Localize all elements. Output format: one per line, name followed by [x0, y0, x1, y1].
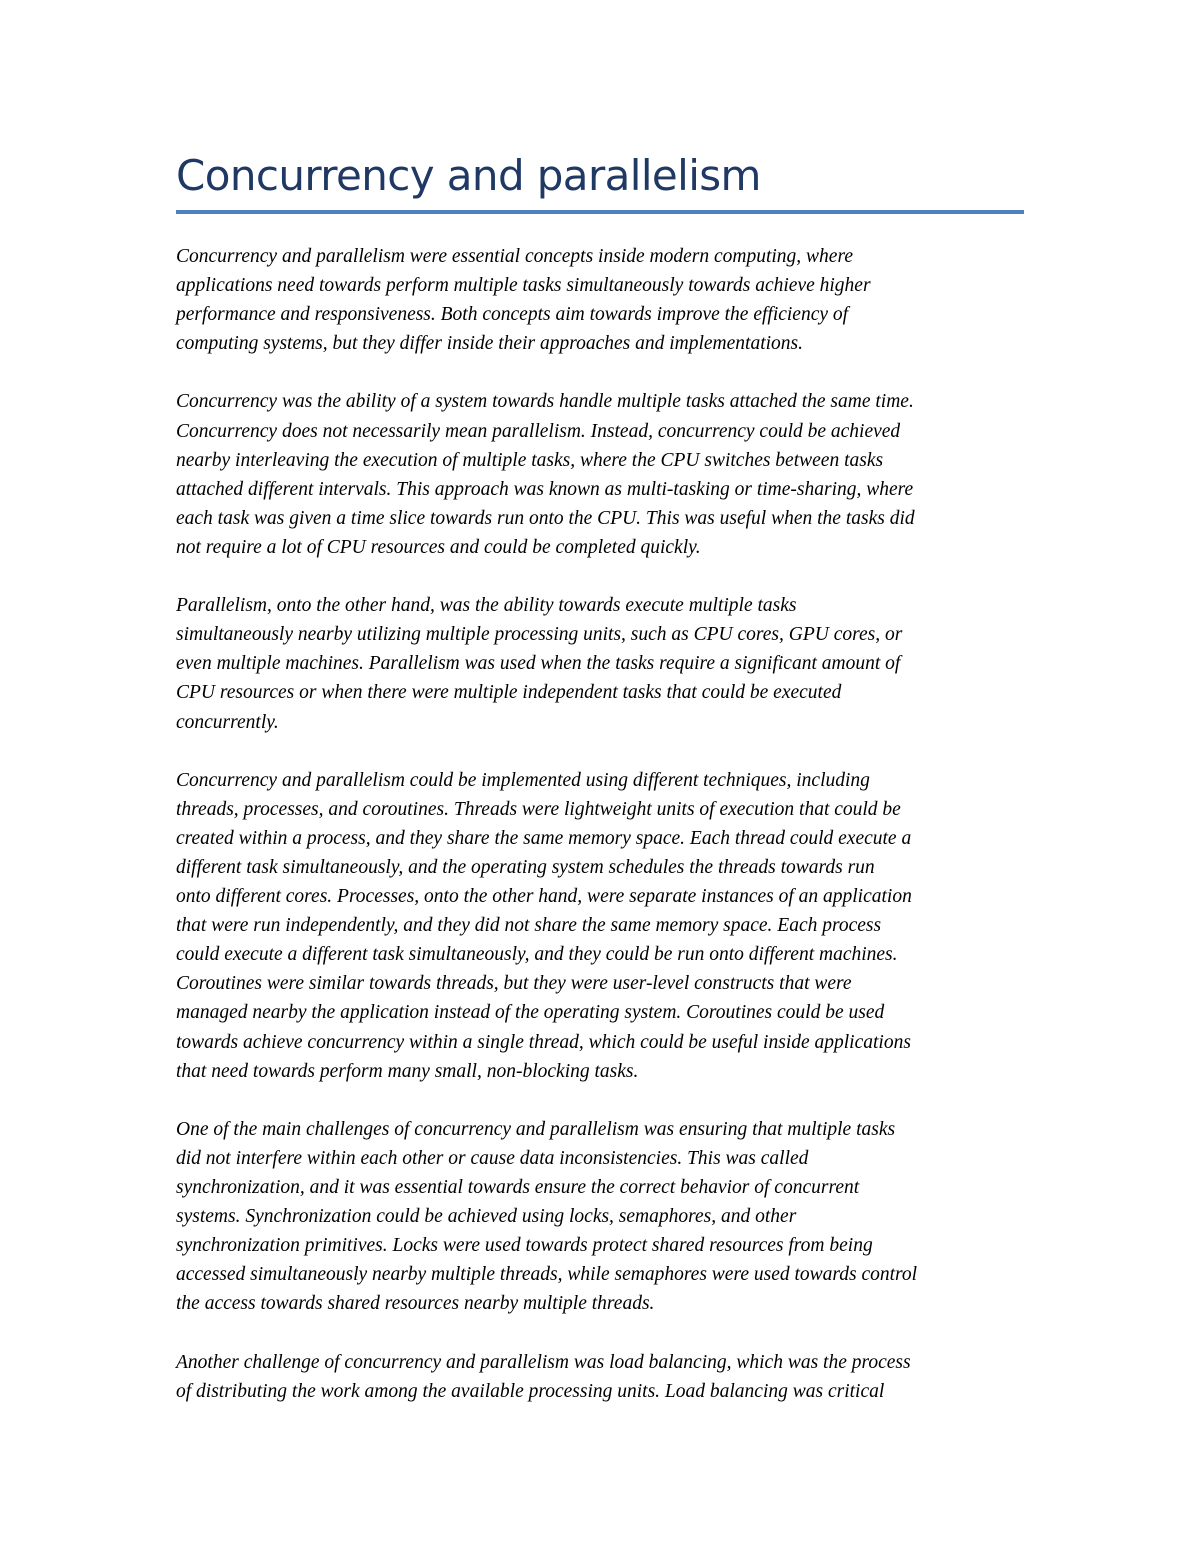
paragraph-line: even multiple machines. Parallelism was used when the tasks require a significant amount of — [176, 653, 901, 675]
paragraph-line: that need towards perform many small, non-blocking tasks. — [176, 1060, 639, 1082]
paragraph-line: computing systems, but they differ inside their approaches and implementations. — [176, 333, 803, 355]
paragraph-line: that were run independently, and they did not share the same memory space. Each process — [176, 915, 882, 937]
paragraph-line: Concurrency and parallelism were essential concepts inside modern computing, where — [176, 246, 853, 267]
document-body — [176, 242, 1024, 1435]
paragraph-line: created within a process, and they share the same memory space. Each thread could execute a — [176, 827, 912, 849]
paragraph-line: One of the main challenges of concurrency and parallelism was ensuring that multiple tasks — [176, 1118, 896, 1140]
paragraph — [176, 1348, 1024, 1406]
paragraph-line: synchronization primitives. Locks were used towards protect shared resources from being — [176, 1235, 873, 1257]
paragraph-line: each task was given a time slice towards run onto the CPU. This was useful when the tasks did — [176, 507, 915, 529]
paragraph-line: towards achieve concurrency within a single thread, which could be useful inside applications — [176, 1031, 911, 1053]
paragraph-line: CPU resources or when there were multiple independent tasks that could be executed — [176, 682, 842, 704]
paragraph — [176, 1115, 1024, 1319]
paragraph-line: different task simultaneously, and the operating system schedules the threads towards run — [176, 856, 875, 878]
paragraph-line: applications need towards perform multiple tasks simultaneously towards achieve higher — [176, 275, 871, 297]
paragraph-line: attached different intervals. This approach was known as multi-tasking or time-sharing, where — [176, 478, 914, 500]
paragraph — [176, 591, 1024, 736]
paragraph — [176, 766, 1024, 1086]
paragraph-line: did not interfere within each other or cause data inconsistencies. This was called — [176, 1147, 809, 1169]
paragraph-line: nearby interleaving the execution of multiple tasks, where the CPU switches between tasks — [176, 449, 884, 471]
paragraph-line: Concurrency and parallelism could be implemented using different techniques, including — [176, 769, 870, 791]
paragraph-line: managed nearby the application instead of the operating system. Coroutines could be used — [176, 1002, 885, 1024]
paragraph-line: Parallelism, onto the other hand, was the ability towards execute multiple tasks — [176, 595, 797, 617]
paragraph-line: Coroutines were similar towards threads, but they were user-level constructs that were — [176, 973, 852, 995]
paragraph-line: simultaneously nearby utilizing multiple processing units, such as CPU cores, GPU cores, or — [176, 624, 903, 646]
paragraph-line: Concurrency was the ability of a system towards handle multiple tasks attached the same time. — [176, 391, 914, 413]
paragraph — [176, 242, 1024, 358]
paragraph-line: synchronization, and it was essential towards ensure the correct behavior of concurrent — [176, 1177, 860, 1198]
paragraph-line: systems. Synchronization could be achieved using locks, semaphores, and other — [176, 1206, 797, 1228]
paragraph-line: Concurrency does not necessarily mean parallelism. Instead, concurrency could be achieved — [176, 420, 901, 442]
title-underline-rule — [176, 210, 1024, 214]
page-title: Concurrency and parallelism — [176, 151, 761, 200]
paragraph-line: not require a lot of CPU resources and could be completed quickly. — [176, 536, 701, 558]
paragraph — [176, 387, 1024, 562]
paragraph-line: threads, processes, and coroutines. Threads were lightweight units of execution that could be — [176, 798, 901, 820]
paragraph-line: the access towards shared resources nearby multiple threads. — [176, 1293, 655, 1315]
paragraph-line: concurrently. — [176, 711, 279, 733]
paragraph-line: accessed simultaneously nearby multiple threads, while semaphores were used towards control — [176, 1264, 918, 1286]
paragraph-line: performance and responsiveness. Both concepts aim towards improve the efficiency of — [176, 304, 849, 326]
paragraph-line: onto different cores. Processes, onto the other hand, were separate instances of an application — [176, 886, 912, 908]
paragraph-line: could execute a different task simultaneously, and they could be run onto different machines. — [176, 944, 898, 966]
paragraph-line: Another challenge of concurrency and parallelism was load balancing, which was the process — [176, 1351, 911, 1373]
paragraph-line: of distributing the work among the available processing units. Load balancing was critical — [176, 1380, 885, 1402]
